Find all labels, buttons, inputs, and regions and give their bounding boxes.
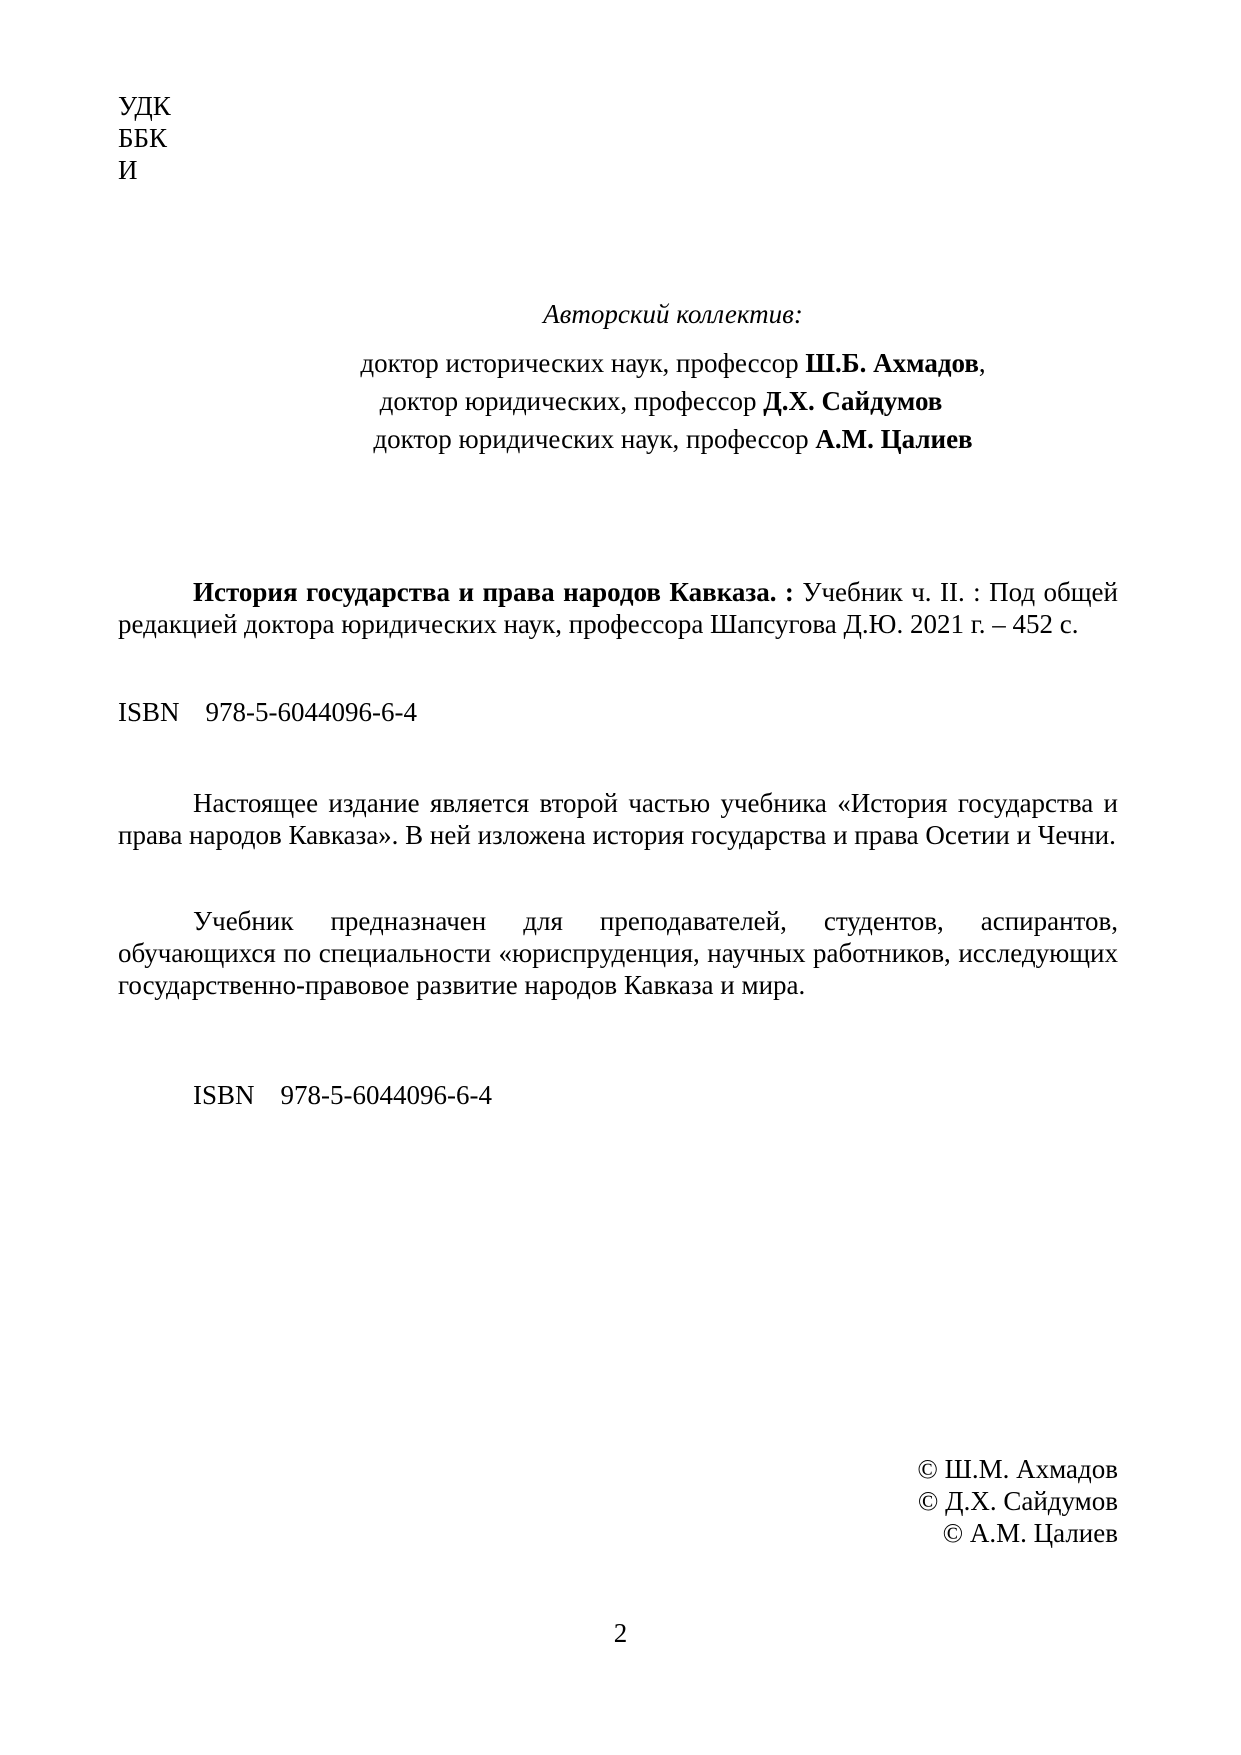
isbn-top xyxy=(118,696,417,728)
page-number: 2 xyxy=(613,1618,628,1648)
isbn-label: ISBN xyxy=(193,1080,255,1110)
author-title: доктор исторических наук, профессор xyxy=(360,348,799,378)
author-suffix: , xyxy=(978,348,986,378)
abstract-paragraph-2: Учебник предназначен для преподавателей, студентов, аспирантов, обучающихся по специальности «юриспруденция, научных работников, исследующих государственно-правовое развитие народов Кавказа и мира. xyxy=(118,906,1118,1000)
bibliographic-description xyxy=(118,576,1118,640)
udk-label: УДК xyxy=(118,91,171,121)
author-line xyxy=(118,420,1118,458)
authors-heading: Авторский коллектив: xyxy=(543,299,803,329)
authors-block xyxy=(118,298,1118,458)
book-details: Учебник ч. II. : Под общей редакцией доктора юридических наук, профессора Шапсугова Д.Ю. 2021 г. – 452 с. xyxy=(118,577,1118,639)
copyright-line: © А.М. Цалиев xyxy=(942,1518,1118,1548)
isbn-number: 978-5-6044096-6-4 xyxy=(205,697,417,727)
isbn-label: ISBN xyxy=(118,697,180,727)
isbn-number: 978-5-6044096-6-4 xyxy=(280,1080,492,1110)
classification-indexes xyxy=(118,90,1118,186)
abstract-paragraph-1: Настоящее издание является второй частью учебника «История государства и права народов Кавказа». В ней изложена история государства и права Осетии и Чечни. xyxy=(118,788,1118,850)
isbn-bottom xyxy=(193,1079,492,1111)
author-title: доктор юридических наук, профессор xyxy=(373,424,809,454)
copyright-line: © Д.Х. Сайдумов xyxy=(917,1486,1118,1516)
author-line xyxy=(118,382,1118,420)
author-name: Ш.Б. Ахмадов xyxy=(805,348,979,378)
author-title: доктор юридических, профессор xyxy=(379,386,757,416)
copyright-block xyxy=(917,1453,1118,1549)
copyright-line: © Ш.М. Ахмадов xyxy=(917,1454,1118,1484)
author-line xyxy=(118,344,1118,382)
author-name: А.М. Цалиев xyxy=(815,424,973,454)
book-title: История государства и права народов Кавказа. : xyxy=(193,577,794,607)
author-mark-label: И xyxy=(118,155,138,185)
bbk-label: ББК xyxy=(118,123,168,153)
author-name: Д.Х. Сайдумов xyxy=(763,386,943,416)
